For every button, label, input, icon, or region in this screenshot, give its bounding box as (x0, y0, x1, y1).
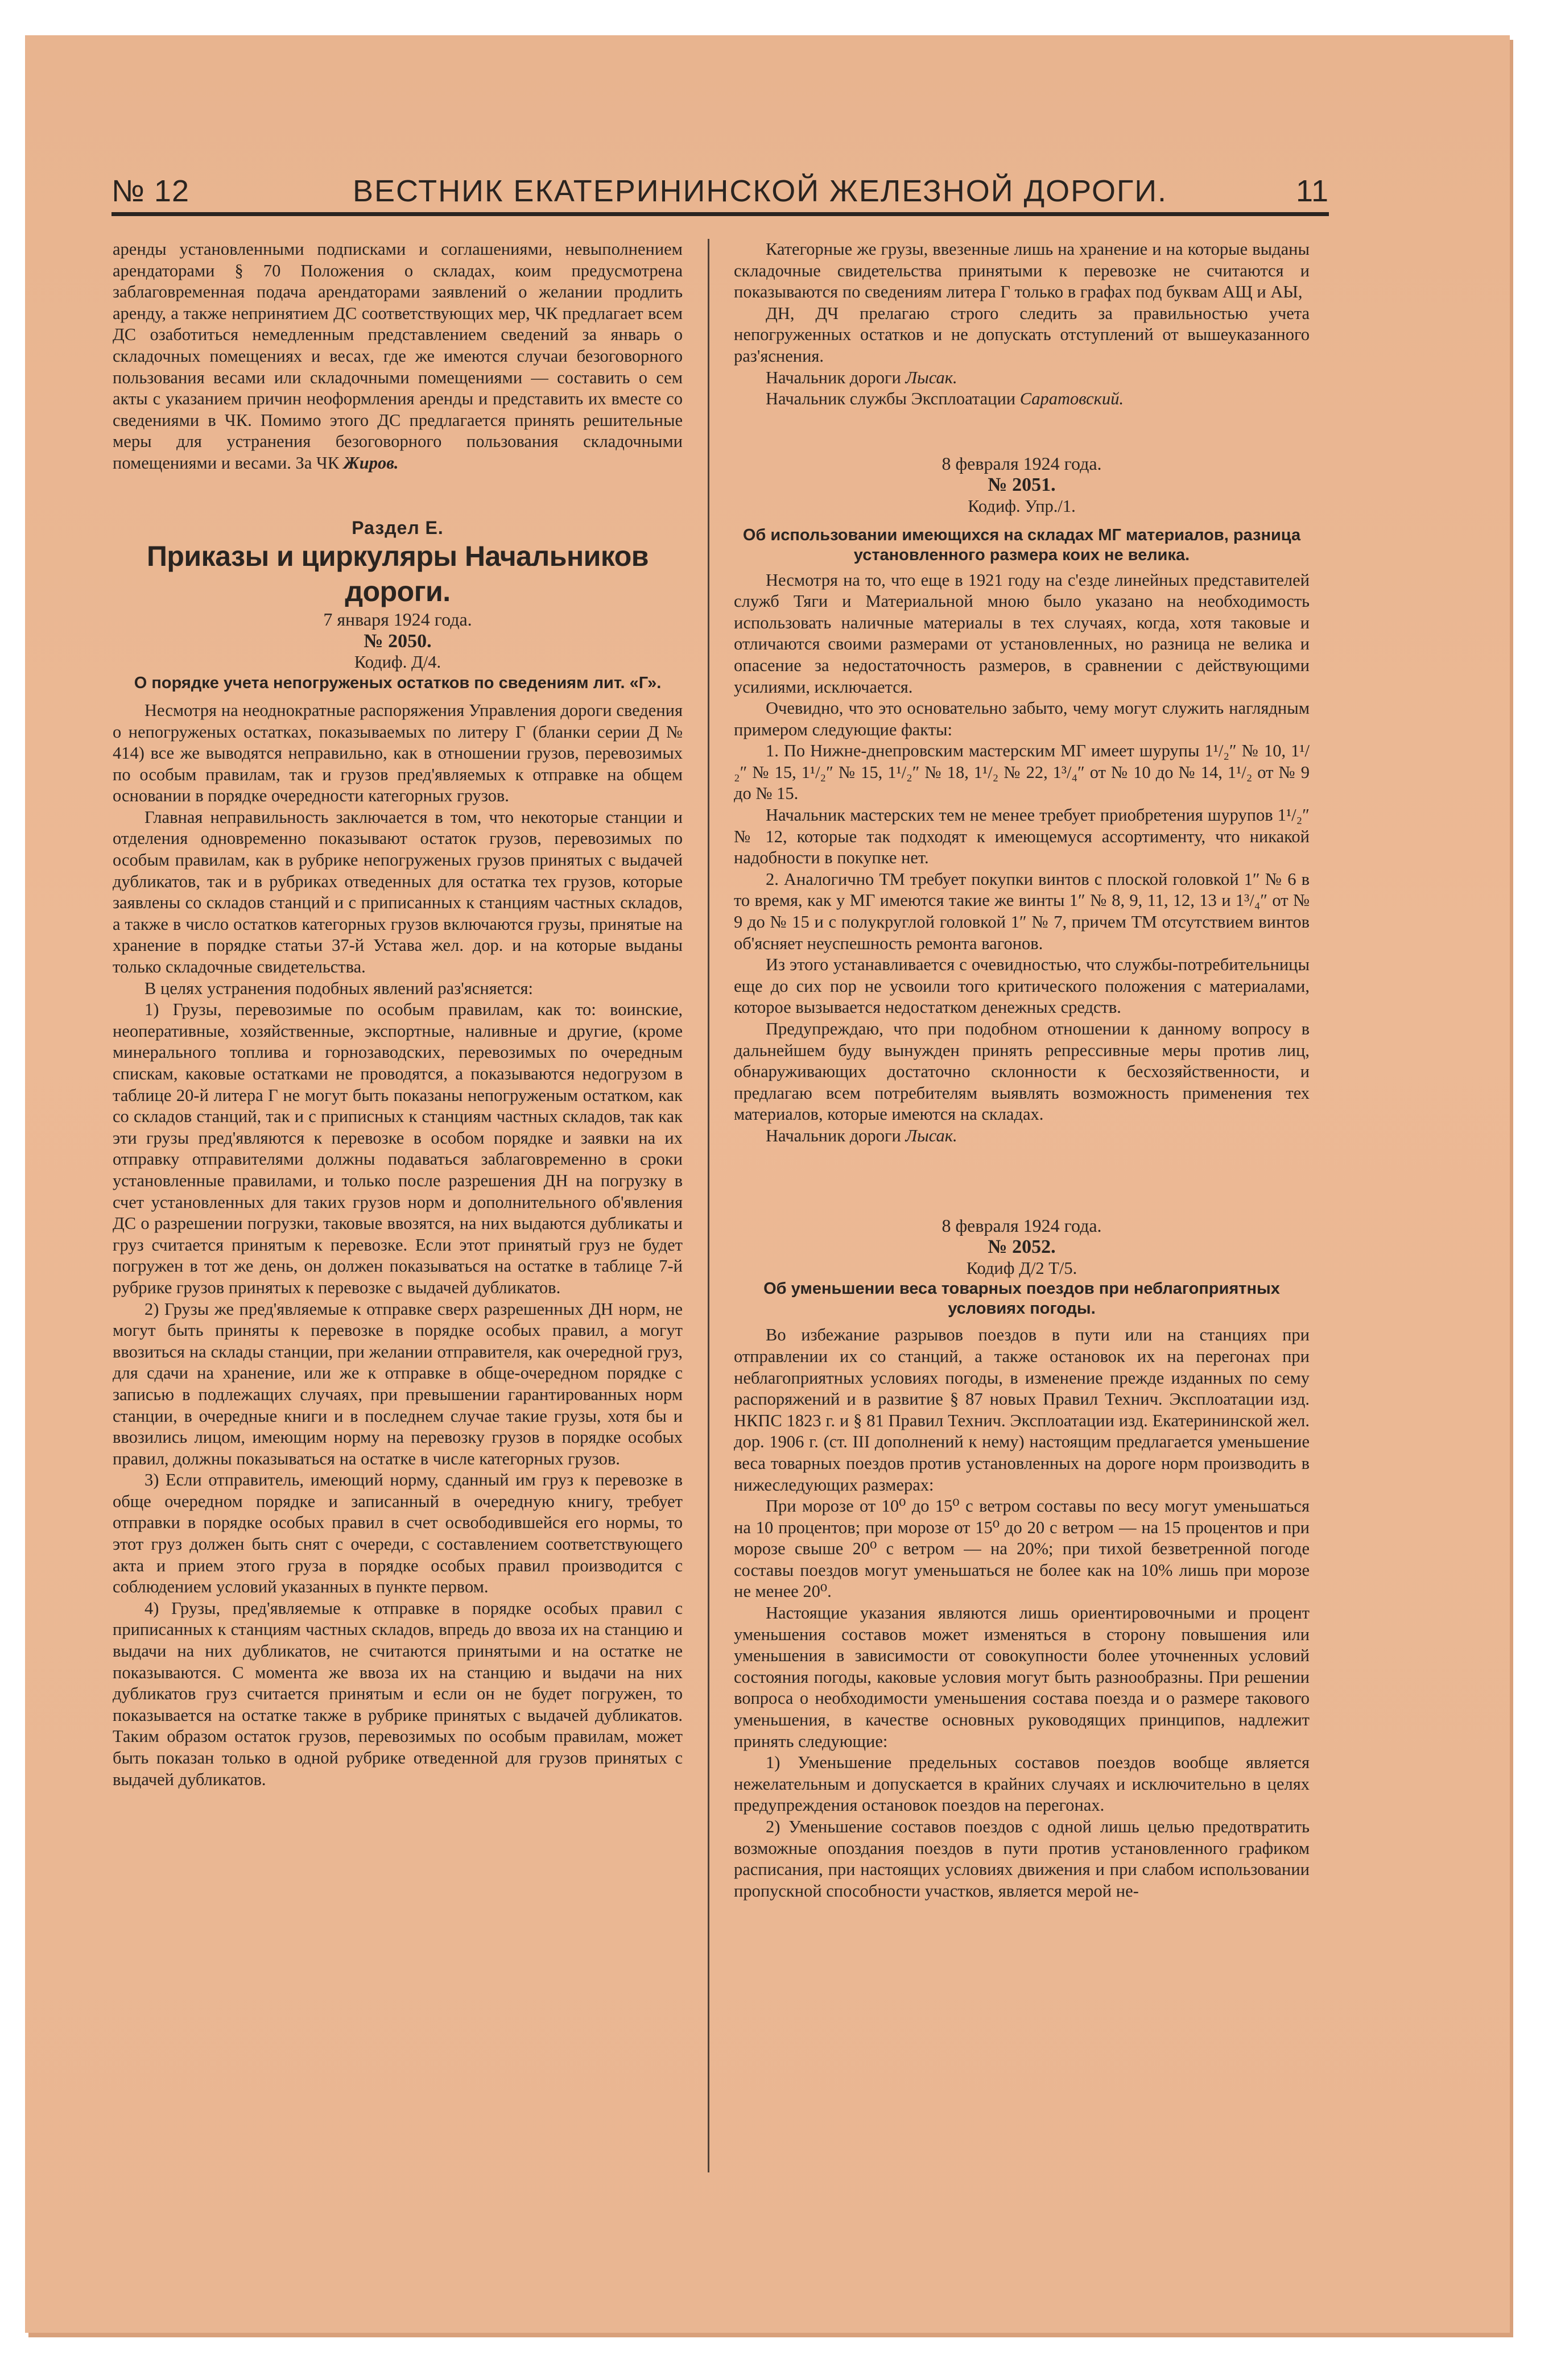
order-2050-subject: О порядке учета непогруженых остатков по сведениям лит. «Г». (134, 673, 662, 692)
section-title: Приказы и циркуляры Начальников дороги. (146, 540, 649, 608)
order-2051-paragraph: Предупреждаю, что при подобном отношении к данному вопросу в дальнейшем буду вынужден принять репрессивные меры против лиц, обнаруживающих достаточно склонности к бесхозяйственности, и предлагаю всем потребителям выявлять возможность применения тех материалов, которые имеются на складах. (734, 1019, 1310, 1124)
order-2050-paragraph: ДН, ДЧ прелагаю строго следить за правильностью учета непогруженных остатков и не допускать отступлений от вышеуказанного раз'яснения. (734, 303, 1310, 366)
order-2051-paragraph: Очевидно, что это основательно забыто, чему могут служить наглядным примером следующие факты: (734, 698, 1310, 739)
order-2050-codif: Кодиф. Д/4. (354, 652, 441, 672)
signature-name: Лысак. (905, 1125, 957, 1145)
order-2051-paragraph: Из этого устанавливается с очевидностью, что службы-потребительницы еще до сих пор не усвоили того критического положения с материалами, которое вызывается недостатком денежных средств. (734, 955, 1310, 1017)
order-2051-paragraph: 2. Аналогично ТМ требует покупки винтов с плоской головкой 1″ № 6 в то время, как у МГ имеются такие же винты 1″ № 8, 9, 11, 12, 13 и 1³/₄″ от № 9 до № 15 и с полукруглой головкой 1″ № 7, причем ТМ отсутствием винтов об'ясняет неуспешность ремонта вагонов. (734, 869, 1310, 953)
order-2052-subject: Об уменьшении веса товарных поездов при неблагоприятных условиях погоды. (763, 1280, 1280, 1318)
intro-signature: Жиров. (343, 453, 399, 473)
column-divider (708, 239, 709, 2172)
issue-number: № 12 (112, 174, 189, 208)
order-2050-paragraph: 2) Грузы же пред'являемые к отправке сверх разрешенных ДН норм, не могут быть приняты к перевозке в порядке особых правил, а могут ввозиться на склады станции, при желании отправителя, как очередной груз, для сдачи на хранение, или же к отправке в обще-очередном порядке с записью в подлежащих случаях, при превышении гарантированных норм станции, в очередные книги и в последнем случае такие грузы, хотя бы и ввозились лицом, имеющим норму на перевозку грузов в порядке особых правил, должны показываться на остатке в числе категорных грузов. (113, 1299, 683, 1468)
order-2050-paragraph: Несмотря на неоднократные распоряжения Управления дороги сведения о непогруженых остатках, показываемых по литеру Г (бланки серии Д № 414) все же выводятся неправильно, как в отношении грузов, перевозимых по особым правилам, так и грузов пред'являемых к отправке на общем основании в порядке очередности категорных грузов. (113, 700, 683, 806)
order-2051-paragraph: Начальник мастерских тем не менее требует приобретения шурупов 1¹/₂″ № 12, которые так подходят к имеющемуся ассортименту, что никакой надобности в покупке нет. (734, 805, 1310, 868)
order-2051-subject: Об использовании имеющихся на складах МГ материалов, разница установленного размера коих не велика. (742, 525, 1301, 564)
order-2050-paragraph: В целях устранения подобных явлений раз'ясняется: (144, 978, 533, 998)
order-2052-date: 8 февраля 1924 года. (941, 1215, 1102, 1236)
section-label: Раздел Е. (352, 517, 444, 538)
order-2050-paragraph: Главная неправильность заключается в том, что некоторые станции и отделения одновременно показывают остаток грузов, перевозимых по особым правилам, как в рубрике непогруженых грузов принятых с выдачей дубликатов, так и в рубриках отведенных для остатка тех грузов, которые заявлены со складов станций и с приписанных к станциям частных складов, а также в число остатков категорных грузов включаются грузы, принятые на хранение в порядке статьи 37-й Устава жел. дор. и на которые выданы только складочные свидетельства. (113, 807, 683, 977)
order-2051-paragraph: Несмотря на то, что еще в 1921 году на с'езде линейных представителей служб Тяги и Материальной мною было указано на необходимость использовать наличные материалы в тех случаях, когда, хотя таковые и отличаются своими размерами от установленных, но разница не велика и опасение за недостаточность размеров, в сравнении с действующими усилиями, исключается. (734, 570, 1310, 697)
intro-paragraph: аренды установленными подписками и соглашениями, невыполнением арендаторами § 70 Положения о складах, коим предусмотрена заблаговременная подача арендаторами заявлений о желании продлить аренду, а также непринятием ДС соответствующих мер, ЧК предлагает всем ДС озаботиться немедленным представлением сведений за январь о складочных помещениях и весах, где же имеются случаи безоговорного пользования весами или складочными помещениями — составить о сем акты с указанием причин неоформления аренды и представить их вместе со сведениями в ЧК. Помимо этого ДС предлагается принять решительные меры для устранения безоговорного пользования складочными помещениями и весами. За ЧК Жиров. (113, 239, 683, 473)
order-2052-paragraph: При морозе от 10⁰ до 15⁰ с ветром составы по весу могут уменьшаться на 10 процентов; при морозе от 15⁰ до 20 с ветром — на 15 процентов и при морозе свыше 20⁰ с ветром — на 20%; при тихой безветренной погоде составы поездов могут уменьшаться не более как на 10% лишь при морозе не менее 20⁰. (734, 1496, 1310, 1601)
order-2052-paragraph: Во избежание разрывов поездов в пути или на станциях при отправлении их со станций, а также остановок их на перегонах при неблагоприятных условиях погоды, в изменение прежде изданных по сему распоряжений и в развитие § 87 новых Правил Технич. Эксплоатации изд. НКПС 1823 г. и § 81 Правил Технич. Эксплоатации изд. Екатерининской жел. дор. 1906 г. (ст. III дополнений к нему) настоящим предлагается уменьшение веса товарных поездов против установленных на дороге норм производить в нижеследующих размерах: (734, 1325, 1310, 1495)
page-header (112, 171, 1329, 216)
order-2052-codif: Кодиф Д/2 Т/5. (966, 1258, 1077, 1278)
order-2052-paragraph: 2) Уменьшение составов поездов с одной лишь целью предотвратить возможные опоздания поездов в пути против установленного графиком расписания, при настоящих условиях движения и при слабом использовании пропускной способности участков, является мерой не- (734, 1817, 1310, 1901)
order-2050-date: 7 января 1924 года. (323, 609, 472, 630)
left-column (113, 239, 683, 1790)
signature-name: Саратовский. (1019, 389, 1124, 409)
order-2050-paragraph: 4) Грузы, пред'являемые к отправке в порядке особых правил с приписанных к станциям частных складов, впредь до ввоза их на станцию и выдачи на них дубликатов, не считаются принятыми и на остатке не показываются. С момента же ввоза их на станцию и выдачи на них дубликатов груз считается принятым и если он не будет погружен, то показывается на остатке также в рубрике принятых с выдачей дубликатов. Таким образом остаток грузов, перевозимых по особым правилам, может быть показан только в одной рубрике отведенной для грузов принятых с выдачей дубликатов. (113, 1598, 683, 1789)
order-2052-number: № 2052. (988, 1236, 1056, 1258)
page-number: 11 (1295, 174, 1329, 208)
publication-title: ВЕСТНИК ЕКАТЕРИНИНСКОЙ ЖЕЛЕЗНОЙ ДОРОГИ. (352, 174, 1168, 208)
order-2051-date: 8 февраля 1924 года. (941, 453, 1102, 474)
order-2050-number: № 2050. (364, 630, 432, 652)
order-2051-number: № 2051. (988, 474, 1056, 496)
order-2051-codif: Кодиф. Упр./1. (968, 496, 1076, 516)
signature-line: Начальник дороги Лысак. (766, 367, 957, 387)
signature-line: Начальник дороги Лысак. (766, 1125, 957, 1145)
order-2052-paragraph: Настоящие указания являются лишь ориентировочными и процент уменьшения составов может изменяться в сторону повышения или уменьшения в зависимости от совокупности более уточненных условий состояния погоды, каковые условия могут быть разнообразны. При решении вопроса о необходимости уменьшения состава поезда и о размере такового уменьшения, в качестве основных руководящих принципов, надлежит принять следующие: (734, 1603, 1310, 1751)
order-2050-paragraph: 1) Грузы, перевозимые по особым правилам, как то: воинские, неоперативные, хозяйственные, экспортные, наливные и другие, (кроме минерального топлива и горнозаводских, перевозимых по очередным спискам, каковые остатками не проводятся, а показываются недогрузом в таблице 20-й литера Г не могут быть показаны непогруженым остатком, как со складов станций, так и с приписных к станциям частных складов, так как эти грузы пред'являются к перевозке в особом порядке и заявки на их отправку отправителями должны подаваться заблаговременно в сроки установленные правилами, и только после разрешения ДН на погрузку в счет установленных для таких грузов норм и дополнительного об'явления ДС о разрешении погрузки, таковые ввозятся, на них выдаются дубликаты и груз считается принятым к перевозке. Если этот принятый груз не будет погружен в тот же день, он должен показываться на остатке в таблице 7-й рубрике грузов принятых к перевозке с выдачей дубликатов. (113, 1000, 683, 1297)
signature-name: Лысак. (905, 367, 957, 387)
order-2052-paragraph: 1) Уменьшение предельных составов поездов вообще является нежелательным и допускается в крайних случаях и исключительно в целях предупреждения остановок поездов на перегонах. (734, 1753, 1310, 1815)
order-2050-paragraph: 3) Если отправитель, имеющий норму, сданный им груз к перевозке в обще очередном порядке и записанный в очередную книгу, требует отправки в порядке особых правил в счет освободившейся его нормы, то этот груз должен быть снят с очереди, с составлением соответствующего акта и прием этого груза в порядке особых правил производится с соблюдением условий указанных в пункте первом. (113, 1470, 683, 1597)
order-2051-paragraph: 1. По Нижне-днепровским мастерским МГ имеет шурупы 1¹/₂″ № 10, 1¹/₂″ № 15, 1¹/₂″ № 15, 1¹/₂″ № 18, 1¹/₂ № 22, 1³/₄″ от № 10 до № 14, 1¹/₂ от № 9 до № 15. (734, 741, 1310, 804)
signature-line: Начальник службы Эксплоатации Саратовский. (766, 389, 1124, 409)
order-2050-paragraph: Категорные же грузы, ввезенные лишь на хранение и на которые выданы складочные свидетельства принятыми к перевозке не считаются и показываются по сведениям литера Г только в графах под буквам АЩ и АЫ, (734, 239, 1310, 302)
right-column (734, 239, 1310, 1902)
